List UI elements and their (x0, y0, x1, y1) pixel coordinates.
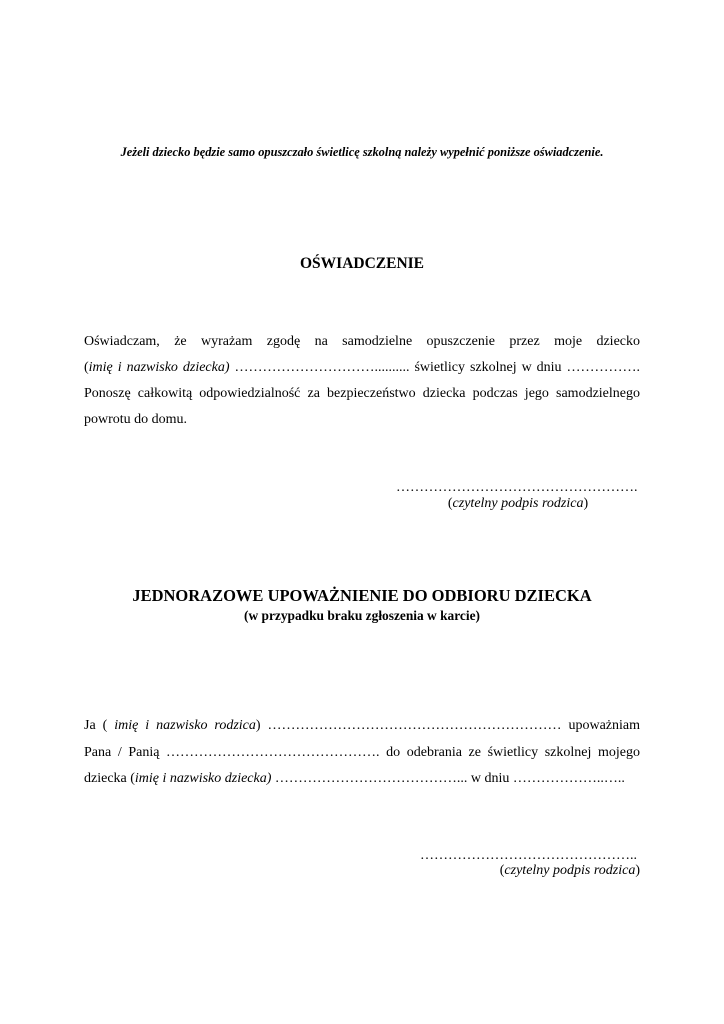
caption2-text: czytelny podpis rodzica (504, 863, 636, 878)
authorization-line-3 (84, 766, 640, 793)
line3-open: dziecka ( (84, 771, 135, 786)
statement-line-3: Ponoszę całkowitą odpowiedzialność za bezpieczeństwo dziecka podczas jego samodzielnego (84, 386, 640, 401)
caption2-open: ( (499, 863, 505, 878)
child-name-hint: imię i nazwisko dziecka) (88, 360, 230, 375)
statement-line-4: powrotu do domu. (84, 412, 188, 427)
authorization-line-2: Pana / Panią ………………………………………. do odebrania ze świetlicy szkolnej mojego (84, 744, 640, 760)
paren-open: ( (84, 360, 89, 375)
parent-name-hint: imię i nazwisko rodzica (114, 718, 256, 733)
statement-line-1: Oświadczam, że wyrażam zgodę na samodzielne opuszczenie przez moje dziecko (84, 334, 640, 349)
caption-close: ) (583, 496, 589, 511)
authorization-line-1 (84, 713, 640, 740)
line1-rest: ) ……………………………………………………… upoważniam (255, 718, 641, 733)
statement-signature-caption (396, 496, 640, 512)
child-name-hint-2: imię i nazwisko dziecka) (134, 771, 272, 786)
authorization-subtitle: (w przypadku braku zgłoszenia w karcie) (244, 608, 480, 623)
authorization-paragraph (84, 713, 640, 793)
statement-line-2 (84, 355, 640, 381)
authorization-title: JEDNORAZOWE UPOWAŻNIENIE DO ODBIORU DZIECKA (132, 586, 592, 605)
statement-signature-line: ……………………………………………. (396, 480, 638, 495)
line1-open: Ja ( (84, 718, 115, 733)
intro-note: Jeżeli dziecko będzie samo opuszczało świetlicę szkolną należy wypełnić poniższe oświadczenie. (120, 145, 604, 159)
caption2-close: ) (635, 863, 640, 878)
caption-open: ( (447, 496, 453, 511)
statement-line-2-rest: ………………………….......... świetlicy szkolnej w dniu ……………. (229, 360, 640, 375)
authorization-signature-line: ……………………………………….. (420, 848, 637, 863)
statement-title: OŚWIADCZENIE (299, 255, 425, 272)
line3-rest: …………………………………... w dniu ………………..….. (271, 771, 625, 786)
caption-text: czytelny podpis rodzica (452, 496, 584, 511)
statement-paragraph (84, 329, 640, 433)
authorization-signature-caption (420, 863, 640, 879)
